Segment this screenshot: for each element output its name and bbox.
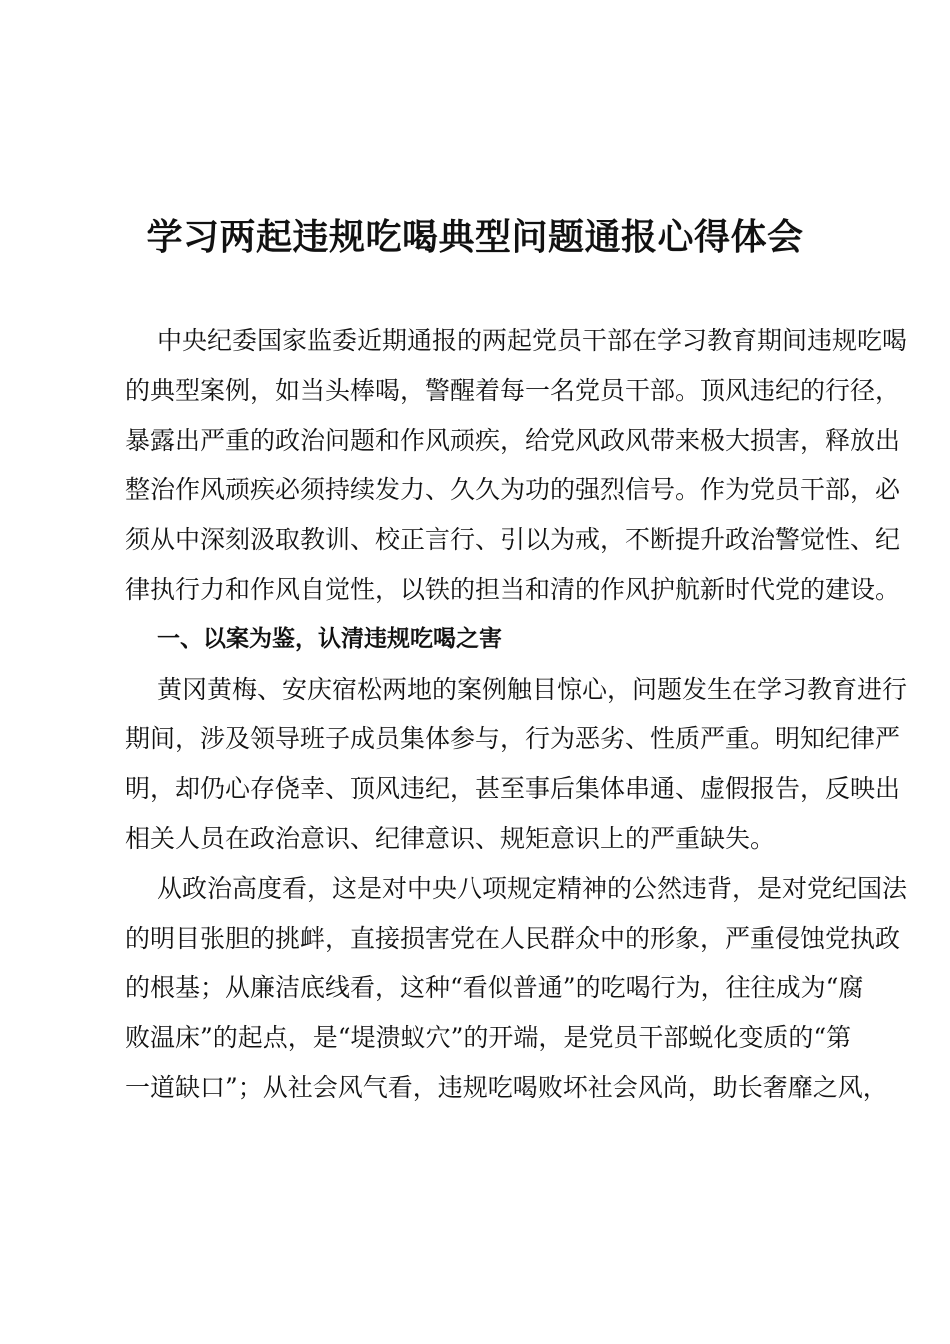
text-line: 一道缺口”；从社会风气看，违规吃喝败坏社会风尚，助长奢靡之风， [125,1072,888,1102]
text-line: 的典型案例，如当头棒喝，警醒着每一名党员干部。顶风违纪的行径， [125,375,901,405]
text-line: 相关人员在政治意识、纪律意识、规矩意识上的严重缺失。 [125,823,776,853]
text-line: 整治作风顽疾必须持续发力、久久为功的强烈信号。作为党员干部，必 [125,475,901,505]
paragraph-cases [125,665,908,864]
text-line: 败温床”的起点，是“堤溃蚁穴”的开端，是党员干部蜕化变质的“第 [125,1023,852,1053]
text-line: 的根基；从廉洁底线看，这种“看似普通”的吃喝行为，往往成为“腐 [125,973,864,1003]
text-line: 须从中深刻汲取教训、校正言行、引以为戒，不断提升政治警觉性、纪 [125,525,901,555]
document-title: 学习两起违规吃喝典型问题通报心得体会 [146,216,804,258]
text-line: 中央纪委国家监委近期通报的两起党员干部在学习教育期间违规吃喝 [157,326,908,355]
text-line: 黄冈黄梅、安庆宿松两地的案例触目惊心，问题发生在学习教育进行 [157,674,908,704]
text-line: 从政治高度看，这是对中央八项规定精神的公然违背，是对党纪国法 [157,873,908,903]
text-line: 明，却仍心存侥幸、顶风违纪，甚至事后集体串通、虚假报告，反映出 [125,774,901,804]
text-line: 期间，涉及领导班子成员集体参与，行为恶劣、性质严重。明知纪律严 [125,724,901,754]
text-line: 的明目张胆的挑衅，直接损害党在人民群众中的形象，严重侵蚀党执政 [125,923,901,953]
document-body [125,316,908,1113]
text-line: 律执行力和作风自觉性，以铁的担当和清的作风护航新时代党的建设。 [125,574,901,604]
text-line: 暴露出严重的政治问题和作风顽疾，给党风政风带来极大损害，释放出 [125,425,901,455]
paragraph-intro [125,316,908,615]
paragraph-analysis [125,864,908,1113]
section-heading: 一、以案为鉴，认清违规吃喝之害 [157,625,502,652]
